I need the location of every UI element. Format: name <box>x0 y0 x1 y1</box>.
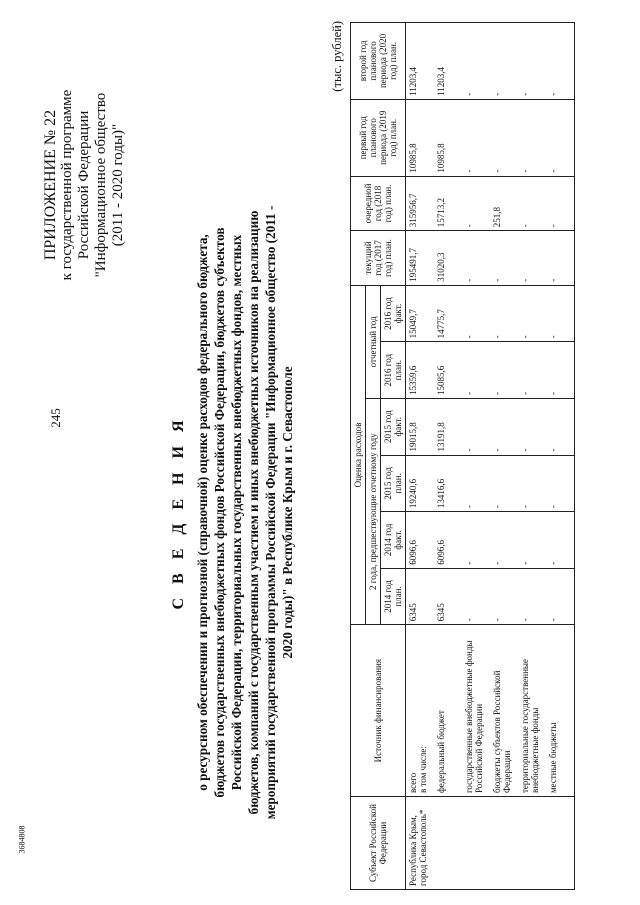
value-cell: - <box>462 512 490 569</box>
value-cell: - <box>518 23 546 100</box>
value-cell: - <box>490 455 518 512</box>
value-cell: - <box>518 512 546 569</box>
value-cell: 195491,7 <box>406 231 435 286</box>
header-second-plan-year: второй год планового периода (2020 год) план. <box>351 23 406 100</box>
header-subject: Субъект Российской Федерации <box>351 797 406 890</box>
value-cell: - <box>490 342 518 399</box>
table-row <box>462 23 490 890</box>
table-row <box>518 23 546 890</box>
value-cell: - <box>490 285 518 342</box>
value-cell: 15713,2 <box>434 176 462 231</box>
appendix-line: (2011 - 2020 годы)" <box>110 123 126 247</box>
value-cell: - <box>518 176 546 231</box>
appendix-line: к государственной программе <box>59 89 75 281</box>
value-cell: 13191,8 <box>434 398 462 455</box>
value-cell: - <box>546 285 575 342</box>
value-cell: 315956,7 <box>406 176 435 231</box>
value-cell: - <box>546 342 575 399</box>
value-cell: 31020,3 <box>434 231 462 286</box>
value-cell: - <box>462 176 490 231</box>
value-cell: - <box>462 342 490 399</box>
header-2014-fact: 2014 год факт. <box>381 512 406 569</box>
header-two-years: 2 года, предшествующие отчетному году <box>366 398 381 624</box>
source-cell: бюджеты субъектов Российской Федерации <box>490 625 518 797</box>
rotated-page-content <box>30 15 610 890</box>
header-2015-fact: 2015 год факт. <box>381 398 406 455</box>
value-cell: 11203,4 <box>406 23 435 100</box>
table-row <box>546 23 575 890</box>
subject-cell: Республика Крым, город Севастополь* <box>406 797 575 890</box>
value-cell: 13416,6 <box>434 455 462 512</box>
value-cell: - <box>490 99 518 176</box>
value-cell: 19015,8 <box>406 398 435 455</box>
appendix-line: "Информационное общество <box>93 92 109 278</box>
value-cell: 19240,6 <box>406 455 435 512</box>
value-cell: - <box>490 568 518 625</box>
value-cell: 11203,4 <box>434 23 462 100</box>
source-cell: местные бюджеты <box>546 625 575 797</box>
source-cell: территориальные государственные внебюджетные фонды <box>518 625 546 797</box>
value-cell: 15085,6 <box>434 342 462 399</box>
value-cell: - <box>518 231 546 286</box>
value-cell: - <box>546 455 575 512</box>
table-row <box>434 23 462 890</box>
value-cell: - <box>462 285 490 342</box>
header-estimate: Оценка расходов <box>351 285 366 624</box>
value-cell: - <box>546 23 575 100</box>
header-2015-plan: 2015 год план. <box>381 455 406 512</box>
value-cell: - <box>518 285 546 342</box>
value-cell: - <box>490 231 518 286</box>
value-cell: - <box>462 455 490 512</box>
value-cell: - <box>490 512 518 569</box>
header-next-year: очередной год (2018 год) план. <box>351 176 406 231</box>
value-cell: 6096,6 <box>434 512 462 569</box>
value-cell: - <box>518 99 546 176</box>
funding-table <box>350 22 575 890</box>
appendix-title: ПРИЛОЖЕНИЕ № 22 <box>42 109 59 261</box>
heading-subtitle: о ресурсном обеспечении и прогнозной (справочной) оценке расходов федерального бюджета, бюджетов государственных внебюджетных фондов Российской Федерации, бюджетов субъектов Российской Федерации, территориальных государственных внебюджетных фондов, местных бюджетов, компаний с государственным участием и иных внебюджетных источников на реализацию мероприятий государственной программы Российской Федерации "Информационное общество (2011 - 2020 годы)" в Республике Крым и г. Севастополе <box>195 205 295 820</box>
source-cell: федеральный бюджет <box>434 625 462 797</box>
source-cell: государственные внебюджетные фонды Российской Федерации <box>462 625 490 797</box>
appendix-block <box>42 35 127 335</box>
value-cell: - <box>490 23 518 100</box>
page-number: 245 <box>48 408 63 428</box>
value-cell: 6345 <box>406 568 435 625</box>
value-cell: 251,8 <box>490 176 518 231</box>
value-cell: - <box>518 568 546 625</box>
value-cell: - <box>462 398 490 455</box>
value-cell: 15359,6 <box>406 342 435 399</box>
value-cell: 10985,8 <box>406 99 435 176</box>
value-cell: 15049,7 <box>406 285 435 342</box>
value-cell: - <box>518 342 546 399</box>
table-row <box>490 23 518 890</box>
value-cell: 14775,7 <box>434 285 462 342</box>
header-source: Источник финансирования <box>351 625 406 797</box>
value-cell: - <box>490 398 518 455</box>
value-cell: - <box>546 231 575 286</box>
units-note: (тыс. рублей) <box>330 21 344 92</box>
value-cell: - <box>546 176 575 231</box>
value-cell: - <box>518 398 546 455</box>
header-current-year: текущий год (2017 год) план. <box>351 231 406 286</box>
header-report-year: отчетный год <box>366 285 381 398</box>
value-cell: 6096,6 <box>406 512 435 569</box>
document-heading <box>170 205 296 820</box>
heading-title: С В Е Д Е Н И Я <box>170 415 187 610</box>
value-cell: - <box>462 568 490 625</box>
value-cell: - <box>546 568 575 625</box>
header-2016-plan: 2016 год план. <box>381 342 406 399</box>
value-cell: - <box>546 99 575 176</box>
value-cell: - <box>462 231 490 286</box>
source-cell: всего в том числе: <box>406 625 435 797</box>
value-cell: - <box>518 455 546 512</box>
value-cell: - <box>546 512 575 569</box>
appendix-line: Российской Федерации <box>76 110 92 260</box>
value-cell: 6345 <box>434 568 462 625</box>
value-cell: - <box>546 398 575 455</box>
header-first-plan-year: первый год планового периода (2019 год) план. <box>351 99 406 176</box>
table-row <box>406 23 435 890</box>
value-cell: - <box>462 23 490 100</box>
value-cell: 10985,8 <box>434 99 462 176</box>
footer-code: 3684808 <box>17 825 27 854</box>
value-cell: - <box>462 99 490 176</box>
header-2016-fact: 2016 год факт. <box>381 285 406 342</box>
header-2014-plan: 2014 год план. <box>381 568 406 625</box>
